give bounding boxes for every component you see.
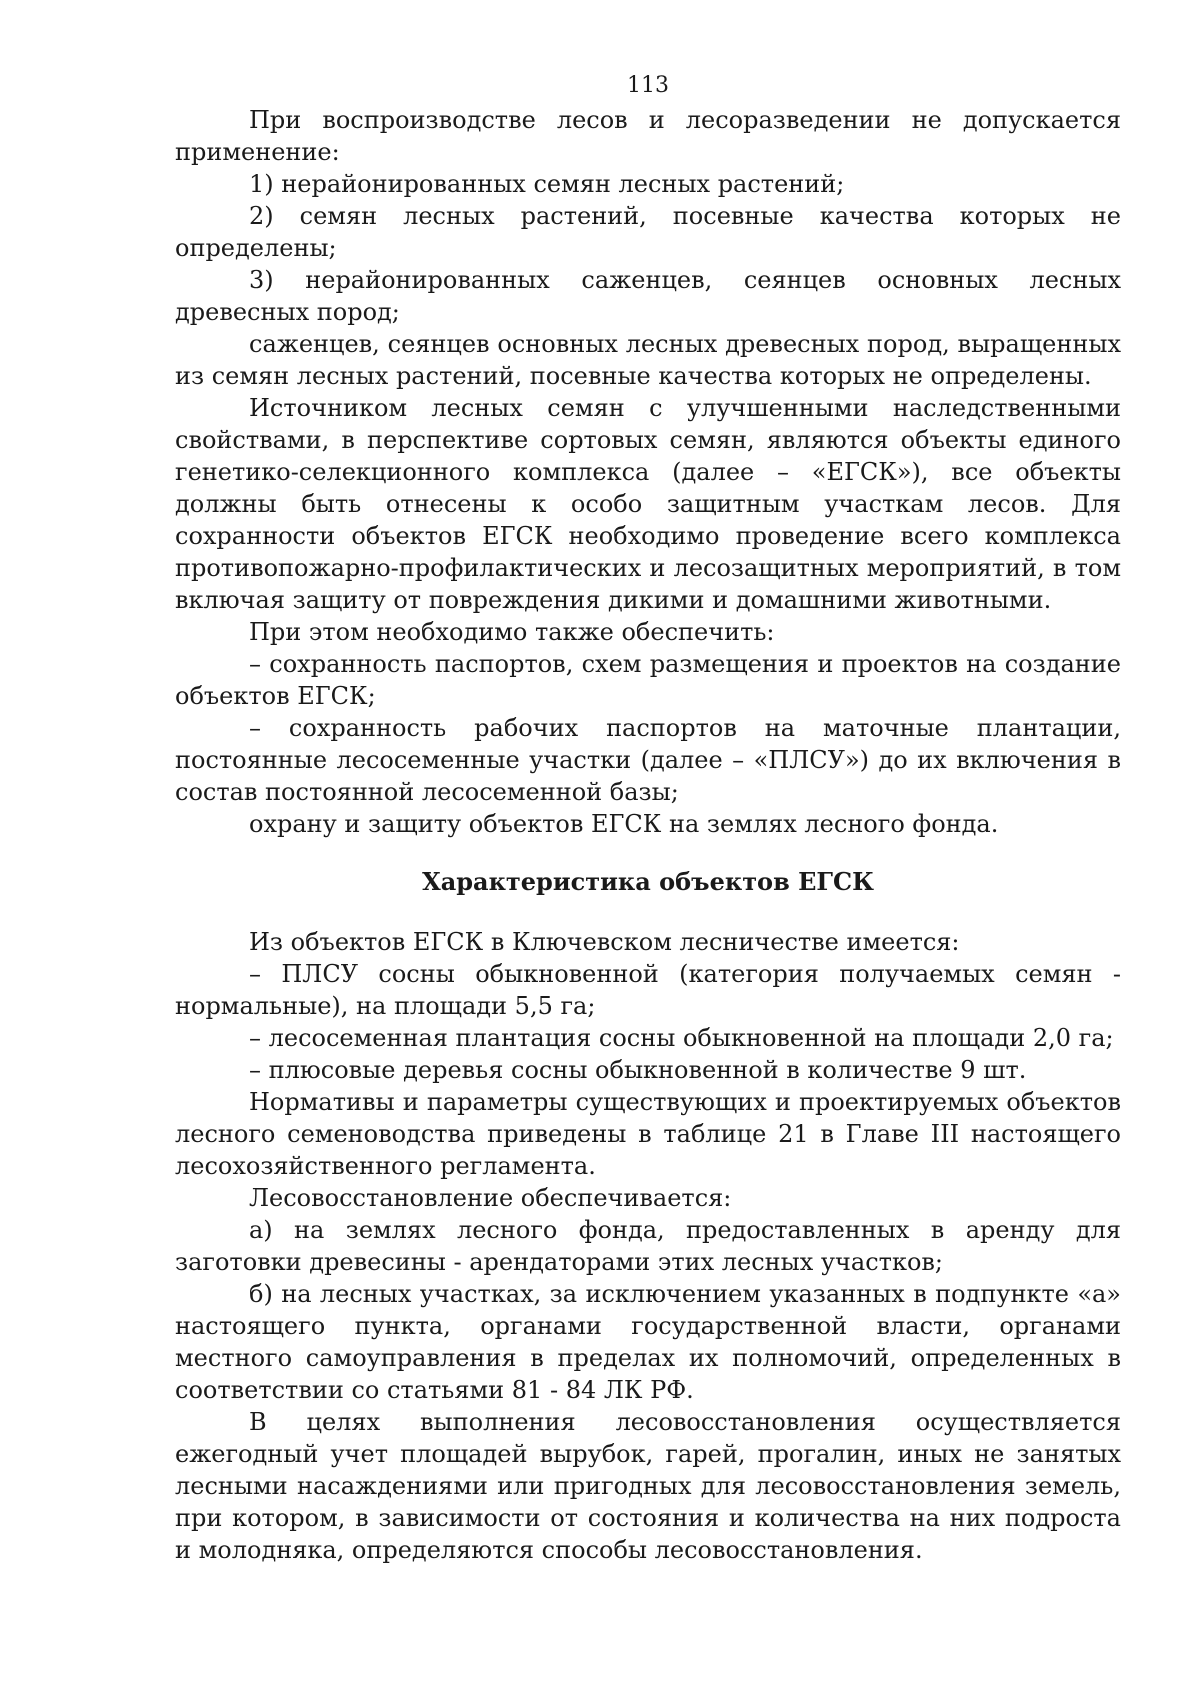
- paragraph: Источником лесных семян с улучшенными наследственными свойствами, в перспективе сортовых семян, являются объекты единого генетико-селекционного комплекса (далее – «ЕГСК»), все объекты должны быть отнесены к особо защитным участкам лесов. Для сохранности объектов ЕГСК необходимо проведение всего комплекса противопожарно-профилактических и лесозащитных мероприятий, в том включая защиту от повреждения дикими и домашними животными.: [175, 394, 1121, 614]
- page-number: 113: [627, 73, 669, 98]
- list-item: – ПЛСУ сосны обыкновенной (категория получаемых семян - нормальные), на площади 5,5 га;: [175, 960, 1121, 1020]
- list-item: – лесосеменная плантация сосны обыкновенной на площади 2,0 га;: [249, 1024, 1114, 1052]
- list-item: 1) нерайонированных семян лесных растений;: [249, 170, 845, 198]
- paragraph: При воспроизводстве лесов и лесоразведении не допускается применение:: [175, 106, 1121, 166]
- list-item: – плюсовые деревья сосны обыкновенной в количестве 9 шт.: [249, 1056, 1027, 1084]
- section-heading: Характеристика объектов ЕГСК: [422, 867, 874, 896]
- list-item: а) на землях лесного фонда, предоставленных в аренду для заготовки древесины - арендаторами этих лесных участков;: [175, 1216, 1121, 1276]
- list-item: – сохранность паспортов, схем размещения и проектов на создание объектов ЕГСК;: [175, 650, 1121, 710]
- section-seed-requirements: [175, 104, 1121, 840]
- paragraph: охрану и защиту объектов ЕГСК на землях лесного фонда.: [249, 810, 999, 838]
- section-egsk-characteristics: [175, 926, 1121, 1566]
- document-page: [175, 70, 1121, 1566]
- paragraph: Из объектов ЕГСК в Ключевском лесничестве имеется:: [249, 928, 960, 956]
- list-item: 3) нерайонированных саженцев, сеянцев основных лесных древесных пород;: [175, 266, 1121, 326]
- paragraph: При этом необходимо также обеспечить:: [249, 618, 775, 646]
- list-item: б) на лесных участках, за исключением указанных в подпункте «а» настоящего пункта, органами государственной власти, органами местного самоуправления в пределах их полномочий, определенных в соответствии со статьями 81 - 84 ЛК РФ.: [175, 1280, 1121, 1404]
- paragraph: Нормативы и параметры существующих и проектируемых объектов лесного семеноводства приведены в таблице 21 в Главе III настоящего лесохозяйственного регламента.: [175, 1088, 1121, 1180]
- paragraph: саженцев, сеянцев основных лесных древесных пород, выращенных из семян лесных растений, посевные качества которых не определены.: [175, 330, 1121, 390]
- list-item: – сохранность рабочих паспортов на маточные плантации, постоянные лесосеменные участки (далее – «ПЛСУ») до их включения в состав постоянной лесосеменной базы;: [175, 714, 1121, 806]
- paragraph: Лесовосстановление обеспечивается:: [249, 1184, 732, 1212]
- paragraph: В целях выполнения лесовосстановления осуществляется ежегодный учет площадей вырубок, гарей, прогалин, иных не занятых лесными насаждениями или пригодных для лесовосстановления земель, при котором, в зависимости от состояния и количества на них подроста и молодняка, определяются способы лесовосстановления.: [175, 1408, 1121, 1564]
- list-item: 2) семян лесных растений, посевные качества которых не определены;: [175, 202, 1121, 262]
